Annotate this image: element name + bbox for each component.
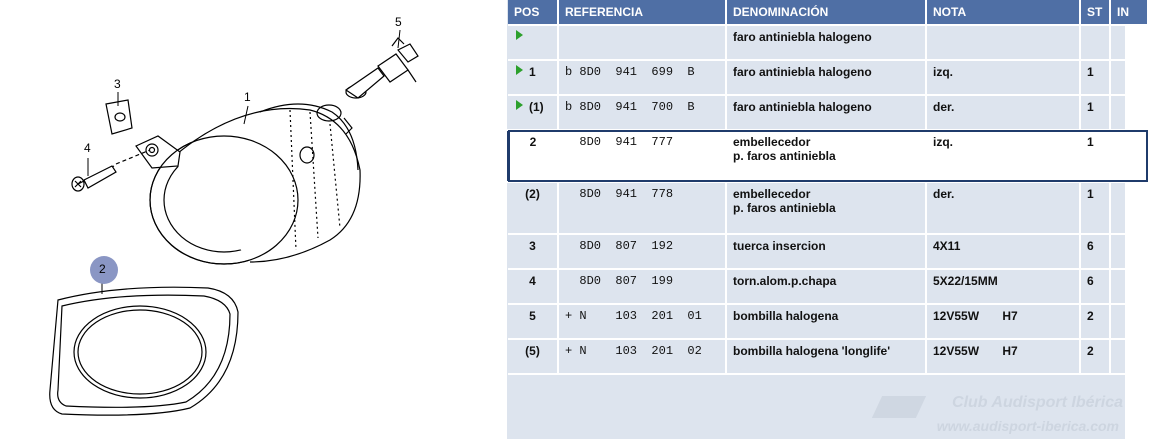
callout-1[interactable]: 1	[244, 90, 251, 104]
cell-st: 1	[1080, 182, 1110, 234]
column-header-denom[interactable]: DENOMINACIÓN	[726, 0, 926, 25]
cell-ref: + N 103 201 02	[558, 339, 726, 374]
table-row[interactable]	[508, 60, 1148, 95]
cell-pos: 2	[508, 130, 558, 182]
cell-denom: faro antiniebla halogeno	[726, 25, 926, 60]
column-header-nota[interactable]: NOTA	[926, 0, 1080, 25]
cell-st	[1080, 25, 1110, 60]
cell-in	[1110, 60, 1148, 95]
column-header-ref[interactable]: REFERENCIA	[558, 0, 726, 25]
cell-in	[1110, 182, 1148, 234]
table-row-selected[interactable]	[508, 130, 1148, 182]
callout-3[interactable]: 3	[114, 77, 121, 91]
cell-ref: b 8D0 941 699 B	[558, 60, 726, 95]
cell-denom: bombilla halogena	[726, 304, 926, 339]
cell-in	[1110, 25, 1148, 60]
cell-ref: b 8D0 941 700 B	[558, 95, 726, 130]
parts-list-panel	[507, 0, 1129, 439]
column-header-pos[interactable]: POS	[508, 0, 558, 25]
cell-pos	[508, 25, 558, 60]
cell-denom: embellecedor p. faros antiniebla	[726, 130, 926, 182]
cell-st: 1	[1080, 130, 1110, 182]
play-arrow-icon[interactable]	[516, 30, 523, 40]
watermark-url: www.audisport-iberica.com	[936, 418, 1119, 434]
watermark-logo	[872, 396, 926, 418]
cell-denom: faro antiniebla halogeno	[726, 95, 926, 130]
cell-nota: der.	[926, 95, 1080, 130]
cell-ref	[558, 25, 726, 60]
exploded-view-drawing	[0, 0, 507, 439]
fog-lamp-drawing	[136, 104, 360, 264]
table-row[interactable]	[508, 304, 1148, 339]
cell-pos: (1)	[508, 95, 558, 130]
table-row[interactable]	[508, 269, 1148, 304]
cell-nota: izq.	[926, 130, 1080, 182]
nut-drawing	[106, 100, 132, 134]
cell-in	[1110, 234, 1148, 269]
play-arrow-icon[interactable]	[516, 100, 523, 110]
cell-pos: 4	[508, 269, 558, 304]
cell-nota: 4X11	[926, 234, 1080, 269]
cell-denom: tuerca insercion	[726, 234, 926, 269]
cell-st: 6	[1080, 269, 1110, 304]
column-header-st[interactable]: ST	[1080, 0, 1110, 25]
cell-in	[1110, 304, 1148, 339]
cell-denom: torn.alom.p.chapa	[726, 269, 926, 304]
cell-pos: 5	[508, 304, 558, 339]
column-header-in[interactable]: IN	[1110, 0, 1148, 25]
cell-ref: 8D0 807 192	[558, 234, 726, 269]
cell-nota: der.	[926, 182, 1080, 234]
cell-in	[1110, 269, 1148, 304]
cell-pos: (5)	[508, 339, 558, 374]
cell-in	[1110, 339, 1148, 374]
cell-st: 1	[1080, 60, 1110, 95]
cell-ref: + N 103 201 01	[558, 304, 726, 339]
table-row[interactable]	[508, 339, 1148, 374]
cell-ref: 8D0 941 778	[558, 182, 726, 234]
watermark-title: Club Audisport Ibérica	[952, 394, 1123, 411]
cell-ref: 8D0 941 777	[558, 130, 726, 182]
cell-nota	[926, 25, 1080, 60]
parts-diagram	[0, 0, 507, 439]
cell-st: 6	[1080, 234, 1110, 269]
table-row[interactable]	[508, 234, 1148, 269]
bulb-drawing	[346, 38, 418, 98]
cell-denom: embellecedor p. faros antiniebla	[726, 182, 926, 234]
cell-in	[1110, 130, 1148, 182]
cell-ref: 8D0 807 199	[558, 269, 726, 304]
cell-pos: 1	[508, 60, 558, 95]
cell-nota: izq.	[926, 60, 1080, 95]
cell-nota: 12V55W H7	[926, 304, 1080, 339]
cell-pos: 3	[508, 234, 558, 269]
cell-st: 2	[1080, 339, 1110, 374]
cell-denom: bombilla halogena 'longlife'	[726, 339, 926, 374]
table-row[interactable]	[508, 95, 1148, 130]
screw-drawing	[72, 150, 150, 191]
cell-nota: 12V55W H7	[926, 339, 1080, 374]
cell-pos: (2)	[508, 182, 558, 234]
table-row[interactable]	[508, 25, 1148, 60]
cell-in	[1110, 95, 1148, 130]
table-header-row	[508, 0, 1148, 25]
play-arrow-icon[interactable]	[516, 65, 523, 75]
callout-5[interactable]: 5	[395, 15, 402, 29]
cell-denom: faro antiniebla halogeno	[726, 60, 926, 95]
bezel-drawing	[50, 287, 238, 415]
table-row[interactable]	[508, 182, 1148, 234]
cell-st: 2	[1080, 304, 1110, 339]
cell-st: 1	[1080, 95, 1110, 130]
parts-table	[507, 0, 1149, 375]
callout-4[interactable]: 4	[84, 141, 91, 155]
callout-2[interactable]: 2	[99, 262, 106, 276]
cell-nota: 5X22/15MM	[926, 269, 1080, 304]
